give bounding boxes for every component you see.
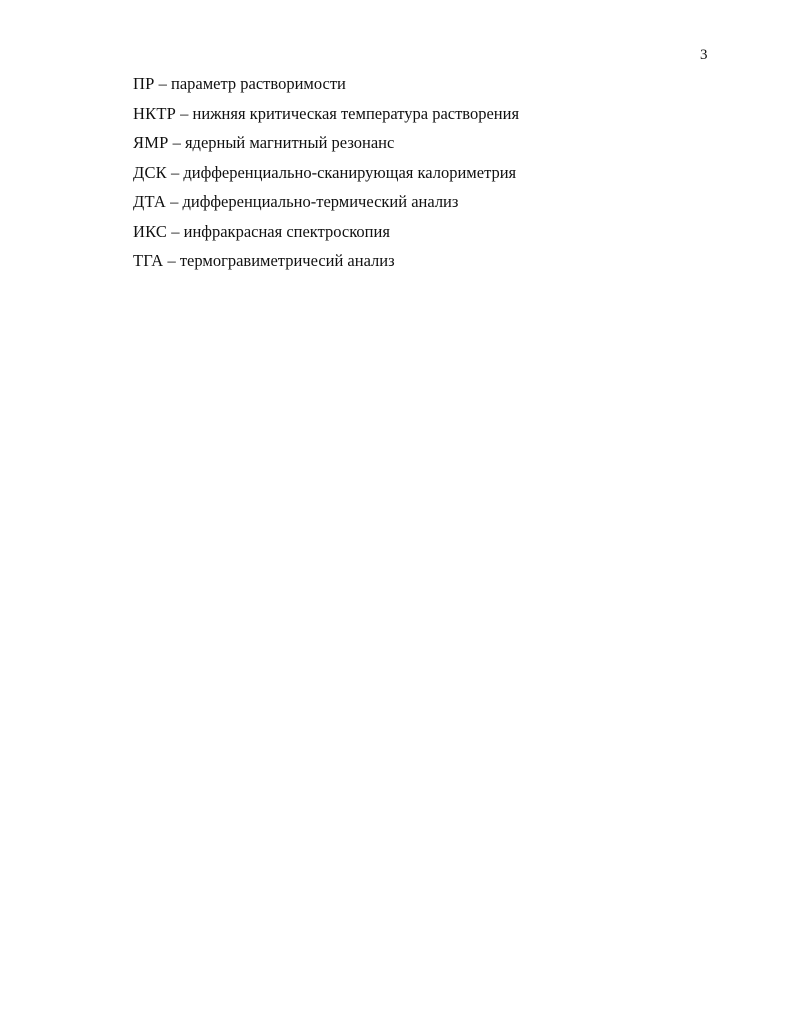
abbreviation-definition: ядерный магнитный резонанс	[184, 133, 395, 152]
abbreviation-separator: –	[175, 103, 193, 123]
abbreviation-item-dsk	[133, 161, 519, 191]
abbreviation-definition: термогравиметричесий анализ	[179, 251, 395, 270]
abbreviation-term: ДТА	[133, 192, 167, 211]
abbreviation-item-tga	[133, 249, 519, 279]
abbreviation-definition: параметр растворимости	[171, 74, 346, 93]
abbreviation-separator: –	[167, 221, 184, 241]
abbreviation-separator: –	[163, 251, 180, 270]
abbreviation-item-nktr	[133, 102, 519, 132]
abbreviation-definition: нижняя критическая температура растворения	[192, 103, 520, 123]
abbreviation-definition: дифференциально-термический анализ	[182, 192, 459, 211]
abbreviation-item-dta	[133, 190, 519, 220]
abbreviation-separator: –	[168, 133, 185, 152]
abbreviation-term: ИКС	[133, 221, 168, 241]
abbreviation-list	[133, 72, 519, 279]
abbreviation-term: ПР	[133, 74, 155, 93]
abbreviation-definition: дифференциально-сканирующая калориметрия	[183, 162, 517, 182]
abbreviation-definition: инфракрасная спектроскопия	[183, 221, 390, 241]
abbreviation-separator: –	[166, 162, 184, 182]
abbreviation-separator: –	[166, 192, 183, 211]
abbreviation-term: НКТР	[133, 103, 176, 123]
abbreviation-item-yamr	[133, 131, 519, 161]
abbreviation-item-iks	[133, 220, 519, 250]
abbreviation-term: ДСК	[133, 162, 167, 182]
abbreviation-term: ТГА	[133, 251, 164, 270]
abbreviation-separator: –	[154, 74, 171, 93]
page-number: 3	[700, 47, 708, 63]
abbreviation-term: ЯМР	[133, 133, 169, 152]
abbreviation-item-pr	[133, 72, 519, 102]
